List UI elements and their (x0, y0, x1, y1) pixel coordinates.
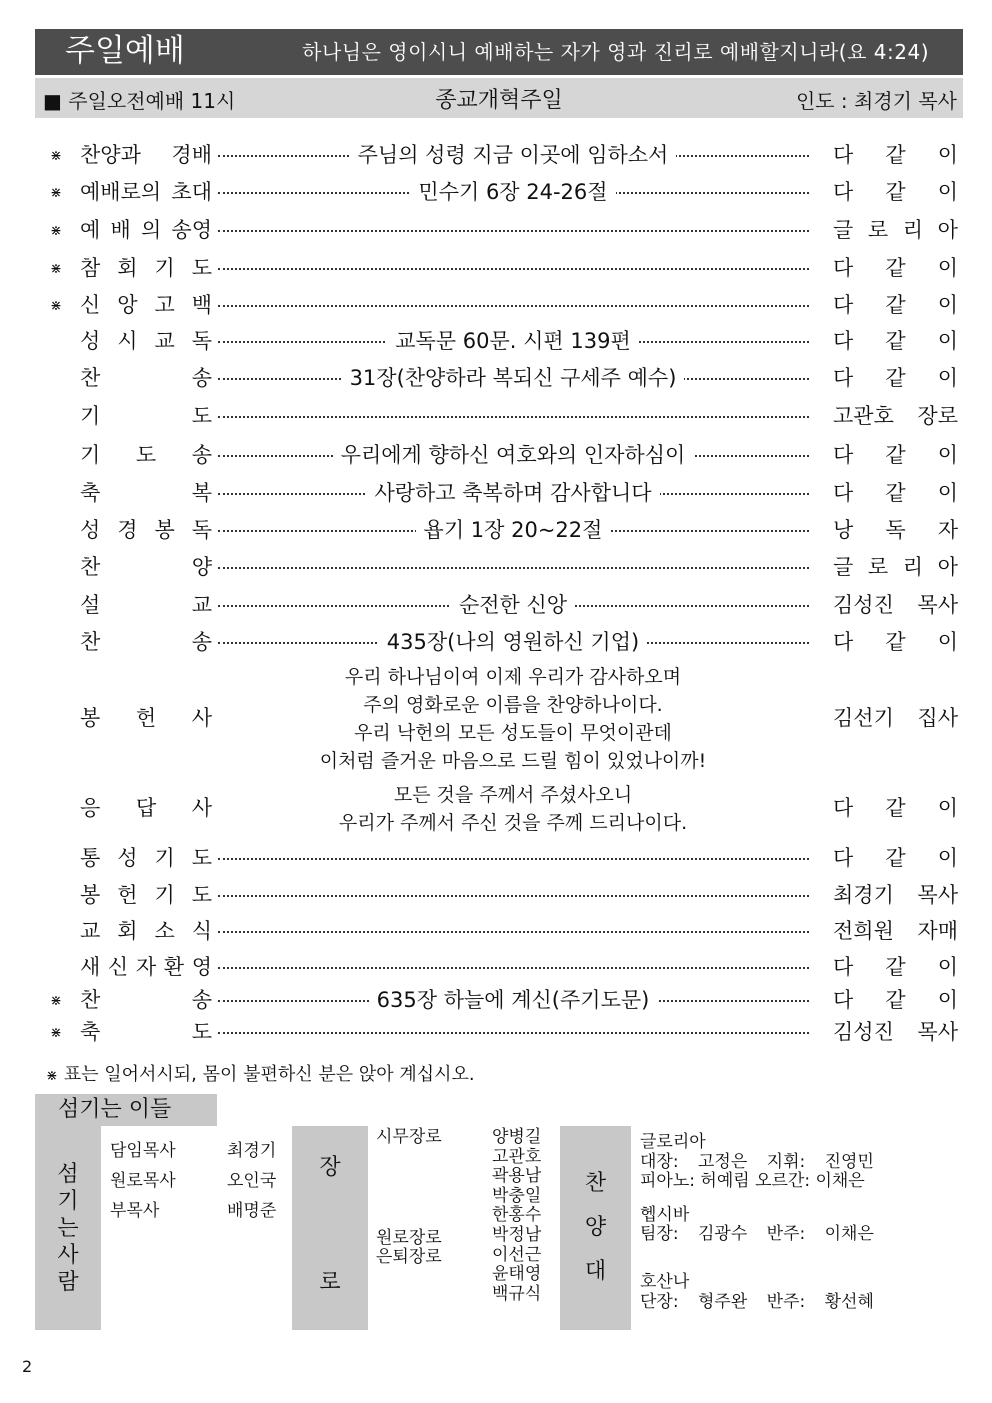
label-part: 이 (937, 630, 958, 654)
star-icon: ⋇ (50, 261, 62, 277)
service-theme: 종교개혁주일 (435, 88, 563, 113)
order-row (0, 140, 992, 172)
label-part: 경 (117, 518, 138, 542)
label-part: 낭 (833, 518, 854, 542)
order-content-text: 교독문 60문. 시편 139편 (387, 329, 639, 353)
order-by (833, 795, 958, 821)
label-part: 같 (885, 180, 906, 204)
order-row (0, 552, 992, 584)
leader-dots (218, 858, 809, 860)
order-content-text: 주님의 성령 지금 이곳에 임하소서 (350, 143, 677, 167)
leader-dots (218, 567, 809, 569)
label-part: 집사 (917, 706, 958, 730)
order-content-text: 민수기 6장 24-26절 (410, 180, 615, 204)
prayer-line: 주의 영화로운 이름을 찬양하나이다. (363, 694, 663, 716)
label-part: 목사 (917, 883, 958, 907)
order-row (0, 916, 992, 948)
order-row (0, 627, 992, 659)
servant-role: 원로목사 (110, 1171, 176, 1191)
service-time: ■ 주일오전예배 11시 (43, 89, 236, 113)
label-part: 다 (833, 293, 854, 317)
vertical-label-char: 대 (584, 1259, 607, 1284)
elder-name: 박충일 (492, 1185, 542, 1206)
elders-label-2: 로 (319, 1270, 341, 1295)
label-part: 헌 (117, 883, 138, 907)
label-part: 다 (833, 256, 854, 280)
label-part: 글 (833, 555, 854, 579)
order-row (0, 290, 992, 322)
order-row (0, 401, 992, 433)
elder-role: 원로장로 (376, 1228, 442, 1248)
order-label (80, 554, 212, 580)
label-part: 같 (885, 846, 906, 870)
vertical-label-char: 사 (57, 1242, 79, 1268)
label-part: 이 (937, 329, 958, 353)
label-part: 사 (191, 706, 212, 730)
order-label (80, 918, 212, 944)
label-part: 다 (833, 366, 854, 390)
order-label (80, 987, 212, 1013)
leader-dots (218, 1032, 809, 1034)
elder-role: 은퇴장로 (376, 1247, 442, 1267)
order-content-text: 순전한 신앙 (451, 593, 575, 617)
service-leader: 인도 : 최경기 목사 (795, 89, 957, 113)
vertical-label-char: 섬 (57, 1161, 79, 1187)
servants-group-label (35, 1126, 101, 1330)
elder-name: 박정남 (492, 1225, 542, 1245)
label-part: 아 (937, 218, 958, 242)
star-icon: ⋇ (46, 1068, 58, 1084)
label-part: 최경기 (833, 883, 894, 907)
label-part: 답 (135, 796, 157, 820)
label-part: 다 (833, 955, 854, 979)
servant-name: 오인국 (227, 1171, 277, 1191)
order-row (0, 326, 992, 358)
order-by (833, 142, 958, 168)
order-content-text: 435장(나의 영원하신 기업) (379, 630, 647, 654)
order-by (833, 554, 958, 580)
label-part: 백 (191, 293, 212, 317)
servants-title: 섬기는 이들 (35, 1094, 217, 1126)
label-part: 교 (80, 919, 101, 943)
label-part: 도 (191, 846, 212, 870)
label-part: 찬양과 (80, 143, 141, 167)
star-icon: ⋇ (50, 223, 62, 239)
choir-name: 호산나 (640, 1272, 690, 1292)
prayer-line: 이처럼 즐거운 마음으로 드릴 힘이 있었나이까! (319, 750, 707, 772)
order-by (833, 217, 958, 243)
prayer-line: 우리 낙헌의 모든 성도들이 무엇이관데 (354, 722, 672, 744)
label-part: 봉 (80, 883, 101, 907)
choir-name: 글로리아 (640, 1132, 706, 1152)
label-part: 김선기 (833, 706, 894, 730)
label-part: 기 (154, 256, 175, 280)
order-content (218, 365, 808, 391)
elders-label-box (292, 1126, 368, 1330)
label-part: 목사 (917, 593, 958, 617)
label-part: 다 (833, 143, 854, 167)
choir-name: 헵시바 (640, 1205, 690, 1225)
label-part: 시 (117, 329, 138, 353)
order-label (80, 217, 212, 243)
label-part: 같 (885, 256, 906, 280)
standing-note-text: 표는 일어서시되, 몸이 불편하신 분은 앉아 계십시오. (63, 1064, 475, 1085)
label-part: 예 (80, 218, 101, 242)
label-part: 고관호 (833, 404, 894, 428)
label-part: 같 (885, 796, 906, 820)
label-part: 같 (885, 443, 906, 467)
label-part: 회 (117, 256, 138, 280)
label-part: 자 (937, 518, 958, 542)
order-by (833, 292, 958, 318)
leader-dots (218, 895, 809, 897)
star-icon: ⋇ (50, 185, 62, 201)
label-part: 전희원 (833, 919, 894, 943)
label-part: 같 (885, 293, 906, 317)
label-part: 통 (80, 846, 101, 870)
order-row (0, 440, 992, 472)
order-label (80, 292, 212, 318)
label-part: 다 (833, 988, 854, 1012)
order-row (0, 253, 992, 285)
label-part: 다 (833, 481, 854, 505)
label-part: 같 (885, 329, 906, 353)
label-part: 김성진 (833, 1020, 894, 1044)
order-by (833, 328, 958, 354)
label-part: 기 (154, 846, 175, 870)
label-part: 환 (163, 955, 185, 979)
vertical-label-char: 기 (57, 1188, 79, 1214)
order-label (80, 705, 212, 731)
order-content-text: 31장(찬양하라 복되신 구세주 예수) (342, 366, 685, 390)
choir-info: 단장: 형주완 반주: 황선혜 (640, 1292, 874, 1312)
label-part: 고 (154, 293, 175, 317)
label-part: 다 (833, 796, 854, 820)
order-label (80, 629, 212, 655)
prayer-text (218, 781, 808, 837)
standing-note (46, 1060, 475, 1086)
label-part: 봉 (154, 518, 175, 542)
label-part: 예배로의 (80, 180, 162, 204)
order-label (80, 795, 212, 821)
label-part: 찬 (80, 630, 101, 654)
vertical-label-char: 찬 (584, 1171, 607, 1196)
order-row (0, 952, 992, 984)
label-part: 성 (117, 846, 138, 870)
elder-name: 한홍수 (492, 1205, 542, 1226)
order-content (218, 442, 808, 468)
label-part: 봉 (80, 706, 101, 730)
star-icon: ⋇ (50, 298, 62, 314)
order-row (0, 215, 992, 247)
elder-name: 고관호 (492, 1146, 542, 1167)
order-label (80, 1019, 212, 1045)
label-part: 이 (937, 256, 958, 280)
label-part: 헌 (135, 706, 157, 730)
header-verse: 하나님은 영이시니 예배하는 자가 영과 진리로 예배할지니라(요 4:24) (302, 40, 929, 64)
label-part: 이 (937, 293, 958, 317)
label-part: 장로 (917, 404, 958, 428)
label-part: 응 (80, 796, 101, 820)
leader-dots (218, 416, 809, 418)
label-part: 회 (117, 919, 138, 943)
order-label (80, 142, 212, 168)
label-part: 도 (135, 443, 157, 467)
label-part: 경배 (171, 143, 212, 167)
order-by (833, 365, 958, 391)
order-label (80, 592, 212, 618)
order-by (833, 403, 958, 429)
star-icon: ⋇ (50, 148, 62, 164)
label-part: 이 (937, 443, 958, 467)
leader-dots (218, 931, 809, 933)
order-content (218, 592, 808, 618)
page-number: 2 (22, 1357, 33, 1376)
label-part: 다 (833, 443, 854, 467)
choir-info: 팀장: 김광수 반주: 이채은 (640, 1224, 874, 1244)
order-label (80, 179, 212, 205)
label-part: 신 (80, 293, 101, 317)
label-part: 다 (833, 180, 854, 204)
elder-role: 시무장로 (376, 1127, 442, 1147)
label-part: 교 (154, 329, 175, 353)
order-row (0, 880, 992, 912)
order-content (218, 179, 808, 205)
leader-dots (218, 305, 809, 307)
order-content-text: 욥기 1장 20~22절 (416, 518, 611, 542)
servant-name: 배명준 (227, 1201, 277, 1221)
label-part: 성 (80, 329, 101, 353)
choir-info: 대장: 고정은 지휘: 진영민 (640, 1152, 874, 1172)
label-part: 같 (885, 630, 906, 654)
label-part: 송 (191, 630, 212, 654)
choir-label-box (560, 1126, 631, 1330)
label-part: 자매 (917, 919, 958, 943)
label-part: 이 (937, 366, 958, 390)
order-label (80, 442, 212, 468)
order-by (833, 629, 958, 655)
order-label (80, 255, 212, 281)
label-part: 이 (937, 143, 958, 167)
label-part: 소 (154, 919, 175, 943)
order-by (833, 705, 958, 731)
label-part: 도 (191, 404, 212, 428)
label-part: 로 (867, 555, 889, 579)
prayer-line: 우리가 주께서 주신 것을 주께 드리나이다. (338, 812, 688, 834)
label-part: 같 (885, 143, 906, 167)
label-part: 초대 (171, 180, 212, 204)
order-content (218, 142, 808, 168)
order-row (0, 515, 992, 547)
label-part: 독 (191, 518, 212, 542)
label-part: 도 (191, 256, 212, 280)
label-part: 다 (833, 329, 854, 353)
label-part: 로 (867, 218, 889, 242)
label-part: 영 (191, 955, 212, 979)
order-content (218, 517, 808, 543)
label-part: 리 (902, 218, 924, 242)
order-by (833, 1019, 958, 1045)
order-by (833, 179, 958, 205)
label-part: 의 (140, 218, 162, 242)
leader-dots (218, 967, 809, 969)
label-part: 앙 (117, 293, 138, 317)
label-part: 아 (937, 555, 958, 579)
label-part: 성 (80, 518, 101, 542)
servant-role: 담임목사 (110, 1141, 176, 1161)
label-part: 배 (110, 218, 131, 242)
label-part: 도 (191, 883, 212, 907)
star-icon: ⋇ (50, 993, 62, 1009)
order-content-text: 우리에게 향하신 여호와의 인자하심이 (333, 443, 694, 467)
label-part: 이 (937, 180, 958, 204)
header-title: 주일예배 (65, 33, 185, 69)
label-part: 이 (937, 955, 958, 979)
order-row (0, 177, 992, 209)
vertical-label-char: 는 (57, 1215, 79, 1241)
label-part: 목사 (917, 1020, 958, 1044)
label-part: 이 (937, 481, 958, 505)
order-by (833, 882, 958, 908)
label-part: 같 (885, 988, 906, 1012)
label-part: 글 (833, 218, 854, 242)
order-by (833, 517, 958, 543)
order-row (0, 363, 992, 395)
order-label (80, 328, 212, 354)
subheader-bar (35, 78, 963, 118)
label-part: 다 (833, 846, 854, 870)
label-part: 이 (937, 846, 958, 870)
label-part: 참 (80, 256, 101, 280)
order-content-text: 635장 하늘에 계신(주기도문) (369, 988, 658, 1012)
label-part: 축 (80, 481, 101, 505)
label-part: 새 (80, 955, 101, 979)
label-part: 찬 (80, 366, 101, 390)
label-part: 같 (885, 481, 906, 505)
star-icon: ⋇ (50, 1025, 62, 1041)
label-part: 기 (80, 443, 101, 467)
elder-name: 양병길 (492, 1127, 542, 1147)
prayer-line: 우리 하나님이여 이제 우리가 감사하오며 (344, 666, 682, 688)
order-by (833, 987, 958, 1013)
label-part: 같 (885, 955, 906, 979)
order-content (218, 987, 808, 1013)
vertical-label-char: 람 (57, 1269, 79, 1295)
order-label (80, 403, 212, 429)
label-part: 설 (80, 593, 101, 617)
servant-name: 최경기 (227, 1141, 277, 1161)
order-by (833, 954, 958, 980)
choir-info: 피아노: 허예림 오르간: 이채은 (640, 1171, 865, 1191)
label-part: 김성진 (833, 593, 894, 617)
order-content (218, 328, 808, 354)
label-part: 신 (107, 955, 129, 979)
order-row (0, 590, 992, 622)
order-by (833, 845, 958, 871)
vertical-label-char: 양 (584, 1215, 607, 1240)
order-content (218, 629, 808, 655)
label-part: 다 (833, 630, 854, 654)
order-by (833, 592, 958, 618)
label-part: 축 (80, 1020, 101, 1044)
order-row (0, 1017, 992, 1049)
label-part: 기 (154, 883, 175, 907)
elders-label-1: 장 (319, 1155, 341, 1180)
order-label (80, 517, 212, 543)
prayer-text (218, 663, 808, 775)
label-part: 송 (191, 366, 212, 390)
label-part: 교 (191, 593, 212, 617)
label-part: 같 (885, 366, 906, 390)
label-part: 도 (191, 1020, 212, 1044)
order-by (833, 480, 958, 506)
header-bar (35, 29, 963, 75)
elder-name: 이선근 (492, 1244, 542, 1265)
order-by (833, 442, 958, 468)
label-part: 이 (937, 988, 958, 1012)
label-part: 복 (191, 481, 212, 505)
label-part: 송 (191, 443, 212, 467)
order-by (833, 918, 958, 944)
order-label (80, 365, 212, 391)
order-label (80, 954, 212, 980)
prayer-line: 모든 것을 주께서 주셨사오니 (393, 784, 633, 806)
order-label (80, 845, 212, 871)
label-part: 식 (191, 919, 212, 943)
label-part: 양 (191, 555, 212, 579)
order-content-text: 사랑하고 축복하며 감사합니다 (366, 481, 659, 505)
order-row (0, 843, 992, 875)
label-part: 독 (885, 518, 906, 542)
label-part: 자 (135, 955, 157, 979)
label-part: 이 (937, 796, 958, 820)
label-part: 송 (191, 988, 212, 1012)
order-row (0, 478, 992, 510)
label-part: 리 (902, 555, 924, 579)
label-part: 기 (80, 404, 101, 428)
order-content (218, 480, 808, 506)
elder-name: 곽용남 (492, 1166, 542, 1187)
order-by (833, 255, 958, 281)
order-label (80, 480, 212, 506)
label-part: 찬 (80, 555, 101, 579)
label-part: 송영 (171, 218, 212, 242)
order-label (80, 882, 212, 908)
leader-dots (218, 230, 809, 232)
servant-role: 부목사 (110, 1201, 160, 1221)
leader-dots (218, 268, 809, 270)
label-part: 사 (191, 796, 212, 820)
label-part: 독 (191, 329, 212, 353)
elder-name: 백규식 (492, 1283, 542, 1304)
elder-name: 윤태영 (492, 1264, 542, 1285)
label-part: 찬 (80, 988, 101, 1012)
order-row (0, 985, 992, 1017)
